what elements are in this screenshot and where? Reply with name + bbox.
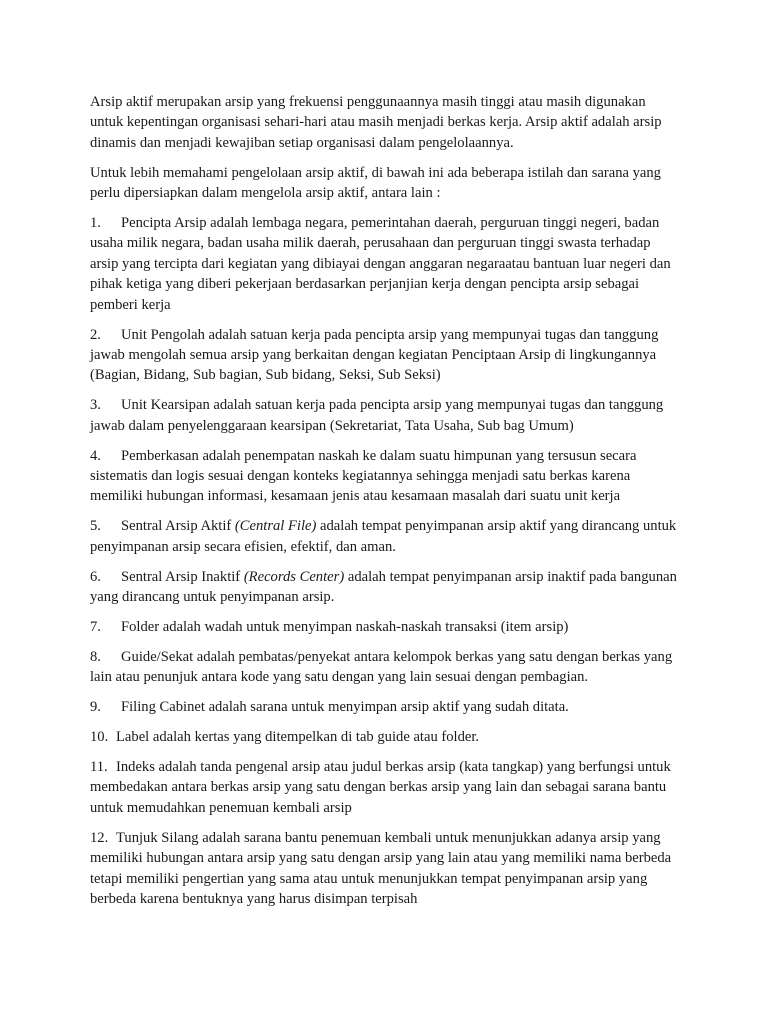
list-item-3	[90, 395, 680, 436]
item-text: Filing Cabinet adalah sarana untuk menyimpan arsip aktif yang sudah ditata.	[121, 699, 569, 716]
intro-paragraph-1: Arsip aktif merupakan arsip yang frekuensi penggunaannya masih tinggi atau masih digunakan untuk kepentingan organisasi sehari-hari atau masih menjadi berkas kerja. Arsip aktif adalah arsip dinamis dan menjadi kewajiban setiap organisasi dalam pengelolaannya.	[90, 94, 662, 151]
item-text-rest: adalah tempat penyimpanan arsip inaktif pada bangunan yang dirancang untuk penyimpanan arsip.	[90, 568, 677, 606]
list-item-7	[90, 617, 680, 637]
document-page	[90, 92, 680, 919]
item-number: 3.	[90, 397, 101, 414]
item-text: Label adalah kertas yang ditempelkan di tab guide atau folder.	[116, 729, 480, 746]
item-number: 8.	[90, 648, 101, 665]
item-text: Unit Kearsipan adalah satuan kerja pada pencipta arsip yang mempunyai tugas dan tanggung jawab dalam penyelenggaraan kearsipan (Sekretariat, Tata Usaha, Sub bag Umum)	[90, 397, 664, 434]
list-item-5	[90, 516, 680, 557]
item-number: 5.	[90, 518, 101, 535]
item-text: Unit Pengolah adalah satuan kerja pada pencipta arsip yang mempunyai tugas dan tanggung jawab mengolah semua arsip yang berkaitan dengan kegiatan Penciptaan Arsip di lingkungannya (Bagian, Bidang, Sub bagian, Sub bidang, Seksi, Sub Seksi)	[90, 326, 659, 384]
item-text: Indeks adalah tanda pengenal arsip atau judul berkas arsip (kata tangkap) yang berfungsi untuk membedakan antara berkas arsip yang satu dengan berkas arsip yang lain dan sebagai sarana bantu untuk memudahkan penemuan kembali arsip	[90, 758, 671, 816]
list-item-8	[90, 647, 680, 688]
item-number: 11.	[90, 758, 108, 775]
list-item-9	[90, 697, 680, 717]
item-number: 9.	[90, 699, 101, 716]
item-text: Sentral Arsip Inaktif	[121, 568, 244, 585]
list-item-1	[90, 213, 680, 315]
list-item-6	[90, 567, 680, 608]
list-item-2	[90, 325, 680, 386]
item-text: Tunjuk Silang adalah sarana bantu penemuan kembali untuk menunjukkan adanya arsip yang memiliki hubungan antara arsip yang satu dengan arsip yang lain atau yang memiliki nama berbeda tetapi memiliki pengertian yang sama atau untuk menunjukkan tempat penyimpanan arsip yang berbeda karena bentuknya yang harus disimpan terpisah	[90, 829, 672, 907]
item-italic-term: (Records Center)	[243, 568, 345, 585]
item-number: 4.	[90, 447, 101, 464]
list-item-4	[90, 446, 680, 507]
list-item-12	[90, 828, 680, 910]
item-italic-term: (Central File)	[234, 518, 317, 535]
list-item-11	[90, 757, 680, 818]
item-number: 6.	[90, 568, 101, 585]
item-number: 2.	[90, 326, 101, 343]
item-text: Sentral Arsip Aktif	[121, 518, 235, 535]
item-number: 1.	[90, 215, 101, 232]
item-text: Pencipta Arsip adalah lembaga negara, pemerintahan daerah, perguruan tinggi negeri, badan usaha milik negara, badan usaha milik daerah, perusahaan dan perguruan tinggi swasta terhadap arsip yang tercipta dari kegiatan yang dibiayai dengan anggaran negaraatau bantuan luar negeri dan pihak ketiga yang diberi pekerjaan berdasarkan perjanjian kerja dengan pencipta arsip sebagai pemberi kerja	[90, 215, 671, 313]
item-number: 10.	[90, 729, 109, 746]
item-text: Guide/Sekat adalah pembatas/penyekat antara kelompok berkas yang satu dengan berkas yang lain atau penunjuk antara kode yang satu dengan yang lain sesuai dengan pembagian.	[90, 648, 673, 686]
intro-paragraph-2: Untuk lebih memahami pengelolaan arsip aktif, di bawah ini ada beberapa istilah dan sarana yang perlu dipersiapkan dalam mengelola arsip aktif, antara lain :	[90, 164, 661, 202]
item-text: Folder adalah wadah untuk menyimpan naskah-naskah transaksi (item arsip)	[121, 618, 569, 635]
item-text: Pemberkasan adalah penempatan naskah ke dalam suatu himpunan yang tersusun secara sistematis dan logis sesuai dengan konteks kegiatannya sehingga menjadi satu berkas karena memiliki hubungan informasi, kesamaan jenis atau kesamaan masalah dari suatu unit kerja	[90, 447, 637, 505]
item-number: 7.	[90, 618, 101, 635]
item-text-rest: adalah tempat penyimpanan arsip aktif yang dirancang untuk penyimpanan arsip secara efisien, efektif, dan aman.	[90, 518, 677, 555]
item-number: 12.	[90, 829, 109, 846]
list-item-10	[90, 727, 680, 747]
